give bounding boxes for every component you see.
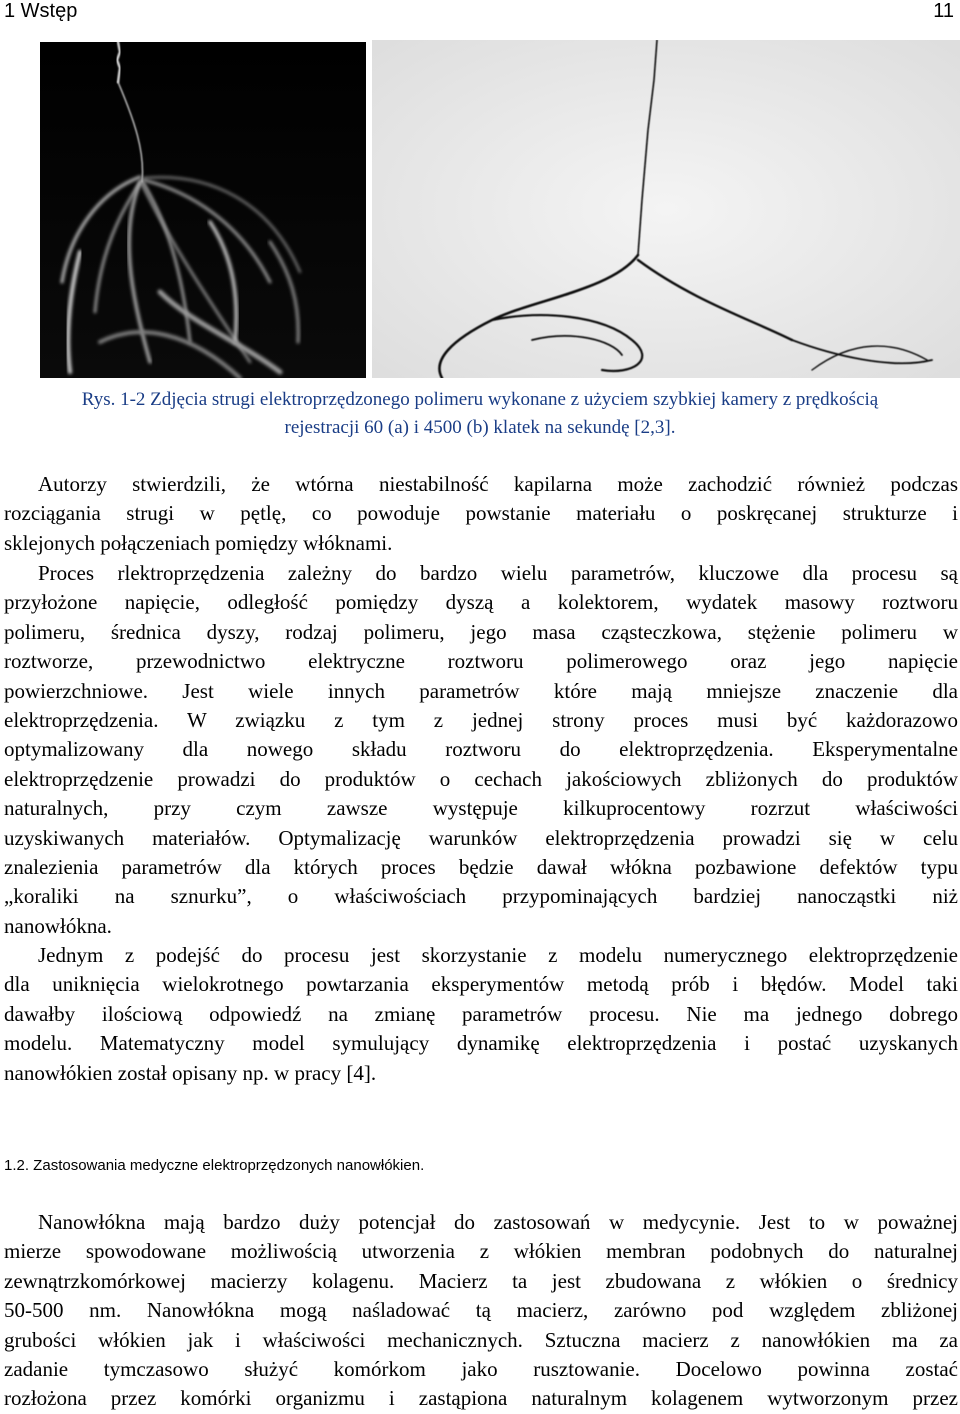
text-line: rozłożona przez komórki organizmu i zastąpiona naturalnym kolagenem wytworzonym przez [4,1386,958,1411]
text-line: dawałby ilościową odpowiedź na zmianę parametrów procesu. Nie ma jednego dobrego [4,1001,958,1026]
figure-photo-a [40,42,366,378]
text-line: Autorzy stwierdzili, że wtórna niestabilność kapilarna może zachodzić również podczas [38,472,958,496]
text-line: uzyskiwanych materiałów. Optymalizację warunków elektroprzędzenia prowadzi się w celu [4,825,958,850]
figure-caption [20,386,940,442]
paragraph-1 [4,470,958,558]
text-line: nanowłókna. [4,913,112,938]
text-line: naturalnych, przy czym zawsze występuje kilkuprocentowy rozrzut właściwości [4,796,958,821]
text-line: dla uniknięcia wielokrotnego powtarzania eksperymentów metodą prób i błędów. Model taki [4,972,958,997]
text-line: elektroprzędzenia. W związku z tym z jednej strony proces musi być każdorazowo [4,708,958,733]
text-line: nanowłókien został opisany np. w pracy [4]. [4,1060,377,1085]
text-line: „koraliki na sznurku”, o właściwościach przypominających bardziej nanocząstki niż [4,884,958,909]
text-line: zadanie tymczasowo służyć komórkom jako rusztowanie. Docelowo powinna zostać [4,1357,958,1382]
text-line: Jednym z podejść do procesu jest skorzystanie z modelu numerycznego elektroprzędzenie [38,943,958,967]
text-line: grubości włókien jak i właściwości mechanicznych. Sztuczna macierz z nanowłókien ma za [4,1327,958,1352]
text-line: znalezienia parametrów dla których proces będzie dawał włókna pozbawione defektów typu [4,855,958,880]
text-line: powierzchniowe. Jest wiele innych parametrów które mają mniejsze znaczenie dla [4,678,958,703]
text-line: Nanowłókna mają bardzo duży potencjał do zastosowań w medycynie. Jest to w poważnej [38,1210,958,1234]
text-line: sklejonych połączeniach pomiędzy włóknami. [4,530,393,555]
figure-photo-b [372,40,960,378]
text-line: 50-500 nm. Nanowłókna mogą naśladować tą macierz, zarówno pod względem zbliżonej [4,1298,958,1323]
paragraph-3 [4,941,958,1088]
text-line: Proces rlektroprzędzenia zależny do bardzo wielu parametrów, kluczowe dla procesu są [38,561,958,585]
running-header [0,0,960,26]
text-line: modelu. Matematyczny model symulujący dynamikę elektroprzędzenia i postać uzyskanych [4,1031,958,1056]
text-line: zewnątrzkomórkowej macierzy kolagenu. Macierz ta jest zbudowana z włókien o średnicy [4,1268,958,1293]
header-page-number: 11 [933,0,954,22]
header-section-title: 1 Wstęp [4,0,78,22]
paragraph-4 [4,1208,958,1414]
section-heading: 1.2. Zastosowania medyczne elektroprzędzonych nanowłókien. [4,1157,425,1174]
text-line: rozciągania strugi w pętlę, co powoduje powstanie materiału o poskręcanej strukturze i [4,501,958,526]
figure-caption-line-2: rejestracji 60 (a) i 4500 (b) klatek na sekundę [2,3]. [284,417,676,438]
text-line: elektroprzędzenie prowadzi do produktów o cechach jakościowych zbliżonych do produktów [4,766,958,791]
figure-caption-line-1: Rys. 1-2 Zdjęcia strugi elektroprzędzonego polimeru wykonane z użyciem szybkiej kamery z prędkością [81,389,879,410]
paragraph-2 [4,559,958,941]
text-line: polimeru, średnica dyszy, rodzaj polimeru, jego masa cząsteczkowa, stężenie polimeru w [4,619,958,644]
text-line: mierze spowodowane możliwością utworzenia z włókien membran podobnych do naturalnej [4,1239,958,1264]
text-line: optymalizowany dla nowego składu roztworu do elektroprzędzenia. Eksperymentalne [4,737,958,762]
text-line: przyłożone napięcie, odległość pomiędzy dyszą a kolektorem, wydatek masowy roztworu [4,590,958,615]
text-line: roztworze, przewodnictwo elektryczne roztworu polimerowego oraz jego napięcie [4,649,958,674]
